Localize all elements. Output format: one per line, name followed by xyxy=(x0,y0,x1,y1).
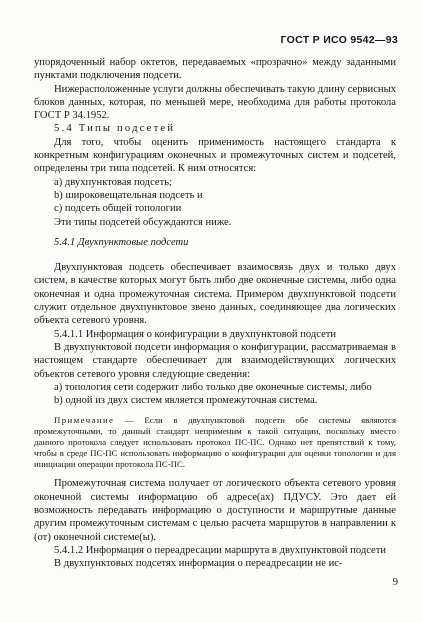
page-header: ГОСТ Р ИСО 9542—93 xyxy=(280,34,398,46)
note-text: — Если в двухпунктовой подсети обе системы являются промежуточными, то данный стандарт неприменим к такой ситуации, поскольку вместо данного протокола следует использовать протокол ПС-ПС. Однако нет препятствий к тому, чтобы в среде ПС-ПС использовать информацию о конфигурации для оценки топологии и для инициации операции протокола ПС-ПС. xyxy=(34,415,396,470)
section-heading-5-4-1-2: 5.4.1.2 Информация о переадресации маршрута в двухпунктовой подсети xyxy=(54,544,387,556)
paragraph-redirect-info: В двухпунктовых подсетях информация о переадресации не ис- xyxy=(54,558,343,570)
section-heading-5-4: 5.4 Типы подсетей xyxy=(54,123,176,135)
section-heading-5-4-1-1: 5.4.1.1 Информация о конфигурации в двухпунктовой подсети xyxy=(54,328,337,340)
paragraph-continuation: упорядоченный набор октетов, передаваемых «прозрачно» между заданными пунктами подключения подсети. xyxy=(34,57,396,82)
paragraph-configuration-info: В двухпунктовой подсети информация о конфигурации, рассматриваемая в настоящем стандарте обеспечивает для взаимодействующих логических объектов сетевого уровня следующие сведения: xyxy=(34,341,396,380)
list-item-c: с) подсеть общей топологии xyxy=(54,203,182,215)
list-item-a: а) двухпунктовая подсеть; xyxy=(54,176,173,188)
list-item-b: b) широковещательная подсеть и xyxy=(54,189,203,201)
list-item-topology-b: b) одной из двух систем является промежуточная система. xyxy=(54,395,318,407)
list-item-topology-a: а) топология сети содержит либо только две оконечные системы, либо xyxy=(54,381,372,393)
page-number: 9 xyxy=(392,577,398,588)
paragraph-point-to-point: Двухпунктовая подсеть обеспечивает взаимосвязь двух и только двух систем, в качестве которых могут быть либо две оконечные системы, либо одна оконечная и одна промежуточная система. Примером двухпунктовой подсети служит отдельное двухпунктовое звено данных, соединяющее два логических объекта сетевого уровня. xyxy=(34,262,396,327)
section-heading-5-4-1: 5.4.1 Двухпунктовые подсети xyxy=(54,236,189,248)
paragraph-intermediate-system: Промежуточная система получает от логического объекта сетевого уровня оконечной системы информацию об адресе(ах) ПДУСУ. Это дает ей возможность передавать информацию о доступности и маршрутные данные другим промежуточным системам с целью расчета маршрутов в направлении к (от) оконечной системе(ы). xyxy=(34,478,396,543)
page-body xyxy=(34,56,396,571)
paragraph-subnet-types: Для того, чтобы оценить применимость настоящего стандарта к конкретным конфигурациям оконечных и промежуточных систем и подсетей, определены три типа подсетей. К ним относятся: xyxy=(34,136,396,175)
note-label: Примечание xyxy=(54,415,115,426)
note xyxy=(34,415,396,470)
paragraph-services: Нижерасположенные услуги должны обеспечивать такую длину сервисных блоков данных, которая, по меньшей мере, необходима для работы протокола ГОСТ Р 34.1952. xyxy=(34,83,396,122)
paragraph-discussed-below: Эти типы подсетей обсуждаются ниже. xyxy=(54,216,232,228)
